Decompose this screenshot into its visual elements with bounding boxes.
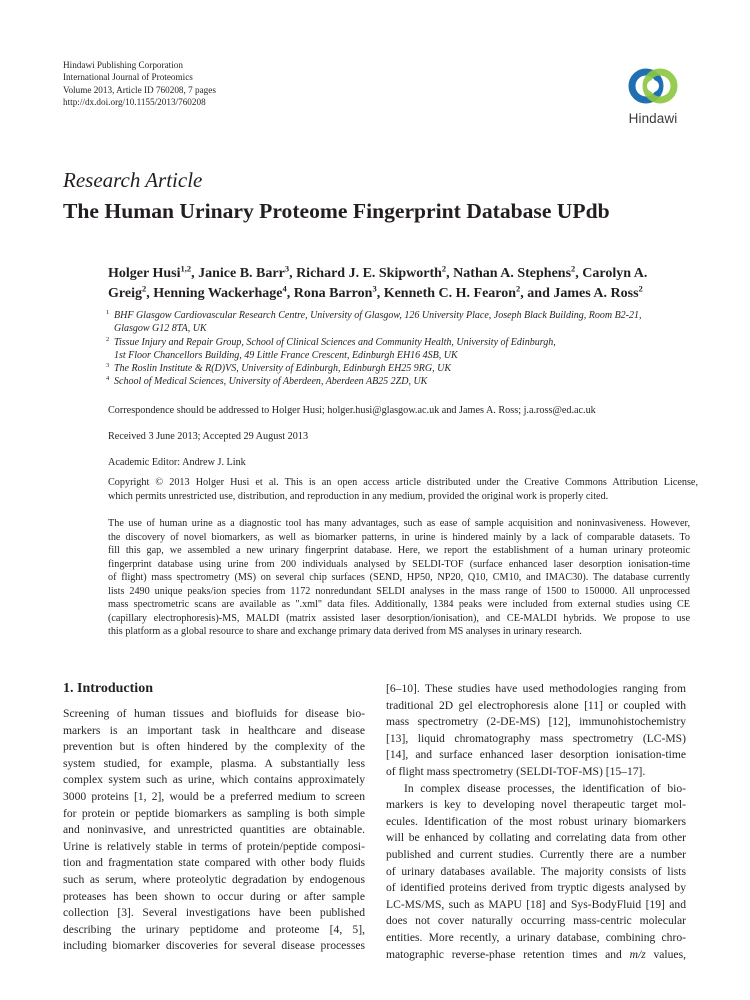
abstract-line: lists 2490 unique peaks/ion species from 1172 nonredundant SELDI analyses in the mass range of 1500 to 150000. All unprocessed xyxy=(108,585,690,597)
body-text-line: matographic reverse-phase retention times and m/z values, xyxy=(386,947,686,961)
abstract-line: fill this gap, we assembled a new urinary fingerprint database. Here, we report the establishment of a human urinary proteomic xyxy=(108,545,690,556)
body-text-line: of identified proteins derived from tryptic digests analysed by xyxy=(386,881,686,895)
body-text-line: In complex disease processes, the identification of bio- xyxy=(404,781,686,795)
body-text-line: of urinary databases available. The majority consists of lists xyxy=(386,864,686,878)
affiliation-number: 1 xyxy=(106,309,110,316)
body-text-line: collection [3]. Several investigations have been published xyxy=(63,906,365,920)
hindawi-logo xyxy=(618,62,688,132)
author-affiliation-mark: 4 xyxy=(282,283,287,294)
body-text-line: such as serum, where proteolytic degradation by endogenous xyxy=(63,872,365,886)
body-text-line: [6–10]. These studies have used methodologies ranging from xyxy=(386,682,686,695)
affiliation-line: School of Medical Sciences, University of Aberdeen, Aberdeen AB25 2ZD, UK xyxy=(114,376,428,388)
correspondence-line: Correspondence should be addressed to Holger Husi; holger.husi@glasgow.ac.uk and James A. Ross; j.a.ross@ed.ac.uk xyxy=(108,405,596,416)
body-text-line: Urine is relatively stable in terms of protein/peptide composi- xyxy=(63,839,365,853)
author-name: Nathan A. Stephens xyxy=(453,266,572,281)
section-title: 1. Introduction xyxy=(63,681,153,696)
abstract xyxy=(108,517,690,639)
volume-info: Volume 2013, Article ID 760208, 7 pages xyxy=(63,84,216,95)
body-text-line: of flight mass spectrometry (SELDI-TOF-MS) [15–17]. xyxy=(386,764,646,778)
affiliation-line: The Roslin Institute & R(D)VS, University of Edinburgh, Edinburgh EH25 9RG, UK xyxy=(114,363,452,375)
body-text-line: LC-MS/MS, such as MAPU [18] and Sys-BodyFluid [19] and xyxy=(386,897,686,911)
journal-name: International Journal of Proteomics xyxy=(63,72,193,83)
hindawi-rings-icon xyxy=(626,62,680,110)
publisher-name: Hindawi Publishing Corporation xyxy=(63,60,183,70)
body-text-line: complex system such as urine, which contains approximately xyxy=(63,773,365,787)
author-affiliation-mark: 2 xyxy=(571,263,576,274)
body-text-line: Screening of human tissues and biofluids for disease bio- xyxy=(63,707,365,720)
body-text-line: [13], liquid chromatography mass spectrometry (LC-MS) xyxy=(386,731,686,745)
received-dates: Received 3 June 2013; Accepted 29 August 2013 xyxy=(108,431,309,442)
author-affiliation-mark: 2 xyxy=(638,283,643,294)
body-text-line: describing the urinary peptidome and proteome [4, 5], xyxy=(63,922,365,936)
abstract-line: mass spectrometric scans are available as ".xml" data files. Additionally, 1384 peaks were included from external studies using CE xyxy=(108,599,690,610)
author-name: Janice B. Barr xyxy=(198,266,285,281)
affiliation-list xyxy=(108,309,698,389)
affiliation-line: Tissue Injury and Repair Group, School of Clinical Sciences and Community Health, University of Edinburgh, xyxy=(114,336,556,348)
affiliation-number: 2 xyxy=(106,335,110,343)
italic-term: m/z xyxy=(629,947,646,961)
logo-wordmark: Hindawi xyxy=(628,111,678,126)
body-text-line: markers is an important task in healthcare and disease xyxy=(63,723,365,737)
abstract-line: The use of human urine as a diagnostic tool has many advantages, such as ease of sample acquisition and noninvasiveness. However, xyxy=(108,518,690,529)
journal-header xyxy=(63,59,216,109)
author-affiliation-mark: 2 xyxy=(141,283,147,294)
abstract-line: this platform as a global resource to share and exchange primary data derived from MS analyses in urinary research. xyxy=(108,626,582,637)
body-text-line: will be enhanced by collating and correlating data from other xyxy=(386,831,686,845)
abstract-line: (capillary electrophoresis)-MS, MALDI (matrix assisted laser desorption/ionisation), and CE-MALDI hybrids. We propose to use xyxy=(108,612,690,624)
affiliation-item xyxy=(108,375,698,388)
body-text-line: including biomarker discoveries for several disease processes xyxy=(63,939,365,953)
body-text-line: and noninvasive, and unrestricted quantities are obtainable. xyxy=(63,823,365,837)
affiliation-item xyxy=(108,336,698,363)
body-text-line: [14], and surface enhanced laser desorption ionisation-time xyxy=(386,748,686,762)
article-type: Research Article xyxy=(63,168,203,192)
author-list: Holger Husi$^{1,2}$, Janice B. Barr$^3$, Richard J. E. Skipworth$^2$, Nathan A. Stephens$^2$, Carolyn A. Greig$^2$, Henning Wackerhage$^4$, Rona Barron$^3$, Kenneth C. H. Fearon$^2$, and James A. Ross$^2$ xyxy=(108,263,648,301)
author-affiliation-mark: 3 xyxy=(372,283,377,294)
abstract-line: of flight) mass spectrometry (MS) on several chip surfaces (SEND, HP50, NP20, Q10, CM10, and IMAC30). The database currently xyxy=(108,572,690,583)
copyright-notice xyxy=(108,476,698,503)
body-text-line: traditional 2D gel electrophoresis alone [11] or coupled with xyxy=(386,698,686,712)
body-text-line: system studied, for example, plasma. A substantially less xyxy=(63,756,365,770)
body-text-line: does not cover naturally occurring mass-centric molecular xyxy=(386,914,686,928)
abstract-line: the discovery of novel biomarkers, as well as biomarker patterns, in urine is hindered mainly by a lack of comparable datasets. To xyxy=(108,531,690,543)
author-affiliation-mark: 3 xyxy=(284,263,290,274)
body-text-line: mass spectrometry (2-DE-MS) [12], immunohistochemistry xyxy=(386,715,686,729)
academic-editor: Academic Editor: Andrew J. Link xyxy=(108,457,246,468)
affiliation-number: 3 xyxy=(106,362,110,370)
author-affiliation-mark: 1,2 xyxy=(180,263,192,274)
author-name: and James A. Ross xyxy=(527,286,639,301)
author-name: Holger Husi xyxy=(108,266,181,281)
author-name: Carolyn A. Greig xyxy=(108,266,648,301)
author-name: Kenneth C. H. Fearon xyxy=(383,286,517,301)
affiliation-line: Glasgow G12 8TA, UK xyxy=(114,323,207,335)
author-name: Richard J. E. Skipworth xyxy=(296,266,442,281)
body-text-line: proteases has been shown to occur during or after sample xyxy=(63,889,365,903)
author-name: Henning Wackerhage xyxy=(153,286,283,301)
author-affiliation-mark: 2 xyxy=(516,283,521,294)
affiliation-number: 4 xyxy=(106,375,110,383)
affiliation-line: BHF Glasgow Cardiovascular Research Centre, University of Glasgow, 126 University Place, Joseph Black Building, Room B2-21, xyxy=(114,310,642,321)
body-text-line: ecules. Identification of the most robust urinary biomarkers xyxy=(386,814,686,828)
body-text-line: published and current studies. Currently there are a number xyxy=(386,847,686,861)
body-text-line: prevention but is often hindered by the complexity of the xyxy=(63,740,365,754)
author-affiliation-mark: 2 xyxy=(441,263,447,274)
body-text-line: 3000 proteins [1, 2], would be a preferred medium to screen xyxy=(63,789,365,803)
body-text-line: for protein or peptide biomarkers as sampling is both simple xyxy=(63,806,365,820)
affiliation-item xyxy=(108,309,698,336)
abstract-line: fingerprint database using urine from 200 individuals analysed by SELDI-TOF (surface enhanced laser desorption ionisation-time xyxy=(108,558,690,570)
doi-link[interactable]: http://dx.doi.org/10.1155/2013/760208 xyxy=(63,97,206,108)
affiliation-item xyxy=(108,362,698,375)
body-text-line: tion and fragmentation state compared with other body fluids xyxy=(63,856,365,870)
left-column-text xyxy=(63,706,365,955)
copyright-line-1: Copyright © 2013 Holger Husi et al. This is an open access article distributed under the Creative Commons Attribution License, xyxy=(108,477,698,488)
article-title: The Human Urinary Proteome Fingerprint Database UPdb xyxy=(63,199,610,223)
right-column-text xyxy=(386,681,686,963)
affiliation-line: 1st Floor Chancellors Building, 49 Little France Crescent, Edinburgh EH16 4SB, UK xyxy=(114,349,458,361)
body-text-line: entities. More recently, a urinary database, combining chro- xyxy=(386,930,686,944)
copyright-line-2: which permits unrestricted use, distribution, and reproduction in any medium, provided the original work is properly cited. xyxy=(108,490,609,502)
body-text-line: markers is key to developing novel therapeutic target mol- xyxy=(386,798,686,812)
author-name: Rona Barron xyxy=(293,286,373,301)
